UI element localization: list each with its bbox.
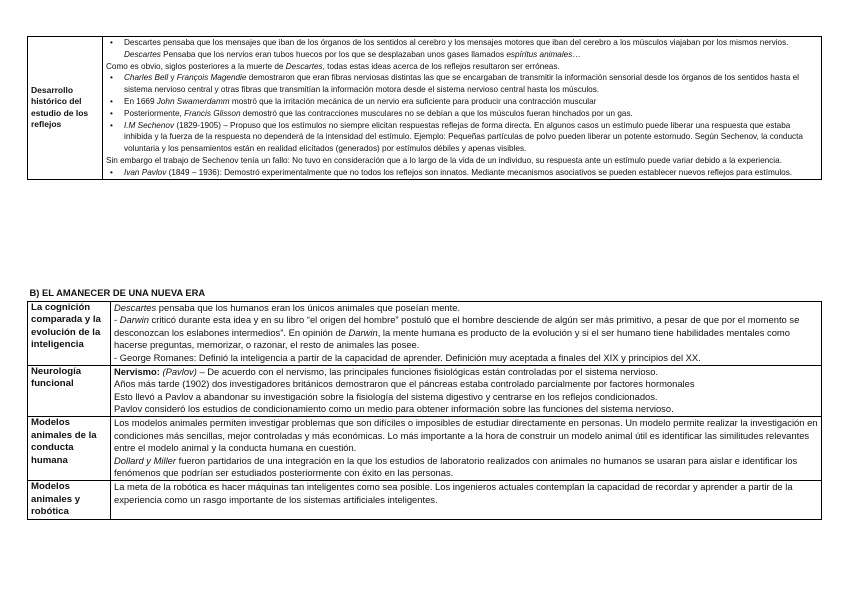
paragraph — [114, 378, 818, 391]
text-run: Descartes — [124, 49, 161, 59]
text-run: Años más tarde (1902) dos investigadores británicos demostraron que el páncreas estaba controlado parcialmente por factores hormonales — [114, 378, 695, 390]
text-run: - George Romanes: Definió la inteligencia a partir de la capacidad de aprender. Definición muy aceptada a finales del XIX y principios del XX. — [114, 351, 701, 363]
row-label: Modelos animales y robótica — [28, 480, 111, 519]
text-run: demostró que las contracciones musculares no se debían a que los músculos fueran hinchados por un gas. — [240, 108, 633, 118]
table-row — [28, 37, 822, 180]
text-run: Esto llevó a Pavlov a abandonar su investigación sobre la fisiología del sistema digestivo y centrarse en los reflejos condicionados. — [114, 390, 658, 402]
text-run: Ivan Pavlov — [124, 167, 167, 177]
text-run: Pavlov consideró los estudios de condicionamiento como un medio para obtener información sobre las funciones del sistema nervioso. — [114, 403, 674, 415]
text-run: demostraron que eran fibras nerviosas distintas las que se encargaban de transmitir la información sensorial desde los órganos de los sentidos hasta el sistema nervioso central y otras fibras que transmitían la información motora desde el sistema nervioso central hasta los músculos. — [124, 73, 799, 95]
text-run: Pensaba que los nervios eran tubos huecos por los que se desplazaban unos gases llamados — [160, 49, 507, 59]
paragraph — [114, 302, 818, 315]
text-run: La meta de la robótica es hacer máquinas tan inteligentes como sea posible. Los ingenieros actuales contemplan la capacidad de recordar y aprender a partir de la experiencia como un rasgo importante de los sistemas artificiales inteligentes. — [114, 480, 793, 505]
text-run: - — [114, 314, 120, 326]
bullet-item — [106, 167, 818, 179]
text-run: Posteriormente, — [124, 108, 185, 118]
row-content — [111, 480, 822, 519]
text-run: Darwin — [348, 326, 378, 338]
section-heading-row — [28, 286, 822, 301]
text-run: En 1669 — [124, 96, 157, 106]
bullet-item — [106, 108, 818, 120]
text-run: Como es obvio, siglos posteriores a la muerte de — [106, 61, 286, 71]
text-run: Darwin — [119, 314, 149, 326]
bullet-item — [106, 72, 818, 96]
row-label: Modelos animales de la conducta humana — [28, 416, 111, 480]
paragraph — [114, 481, 818, 506]
paragraph — [114, 403, 818, 416]
reflexes-table — [27, 36, 822, 180]
text-run: Sin embargo el trabajo de Sechenov tenía un fallo: No tuvo en consideración que a lo largo de la vida de un individuo, su respuesta ante un estímulo puede variar debido a la experiencia. — [106, 155, 782, 165]
paragraph — [114, 417, 818, 455]
text-run: mostró que la irritación mecánica de un nervio era suficiente para producir una contracción muscular — [229, 96, 597, 106]
text-run: Dollard y Miller — [114, 454, 176, 466]
row-content — [103, 37, 822, 180]
text-run: criticó durante esta idea y en su libro “el origen del hombre” postuló que el hombre desciende de algún ser más primitivo, a pesar de que por el momento se desconozcan los eslabones intermedios”. En opinión de — [114, 314, 800, 338]
text-run: Descartes — [285, 61, 323, 71]
text-run: Descartes — [114, 301, 157, 313]
text-run: Nervismo: — [114, 365, 160, 377]
table-row — [28, 480, 822, 519]
text-run: I.M Sechenov — [124, 120, 175, 130]
table-row — [28, 365, 822, 416]
bullet-item — [106, 120, 818, 155]
row-label: La cognición comparada y la evolución de la inteligencia — [28, 301, 111, 365]
text-run: espíritus animales — [506, 49, 573, 59]
paragraph — [114, 366, 818, 379]
text-run: Charles Bell — [124, 73, 169, 83]
paragraph — [106, 61, 818, 73]
row-content — [111, 301, 822, 365]
paragraph — [114, 352, 818, 365]
row-label: Neurología funcional — [28, 365, 111, 416]
text-run: (Pavlov) — [162, 365, 197, 377]
text-run: – De acuerdo con el nervismo, las principales funciones fisiológicas están controladas por el sistema nervioso. — [196, 365, 659, 377]
text-run: pensaba que los humanos eran los únicos animales que poseían mente. — [156, 301, 461, 313]
paragraph — [114, 391, 818, 404]
text-run: , todas estas ideas acerca de los reflejos resultaron ser erróneas. — [322, 61, 560, 71]
table-row — [28, 416, 822, 480]
bullet-item — [106, 96, 818, 108]
text-run: John Swamerdamm — [156, 96, 230, 106]
text-run: Descartes pensaba que los mensajes que iban de los órganos de los sentidos al cerebro y los mensajes motores que iban del cerebro a los músculos viajaban por los mismos nervios. — [124, 38, 789, 47]
text-run: Francis Glisson — [184, 108, 241, 118]
text-run: , la mente humana es producto de la evolución y si el ser humano tiene habilidades mentales como hacerse preguntas, memorizar, o razonar, el resto de animales las posee. — [114, 326, 790, 351]
text-run: Los modelos animales permiten investigar problemas que son difíciles o imposibles de estudiar directamente en personas. Un modelo permite realizar la investigación en condiciones más sencillas, mejor controladas y más económicas. Lo más importante a la hora de construir un modelo animal útil es identificar las similitudes relevantes entre el modelo animal y la conducta humana en cuestión. — [114, 416, 818, 454]
row-label: Desarrollo histórico del estudio de los reflejos — [28, 37, 103, 180]
table-row — [28, 301, 822, 365]
paragraph — [114, 314, 818, 352]
text-run: (1829-1905) – Propuso que los estímulos no siempre elicitan respuestas reflejas de forma directa. En algunos casos un estímulo puede liberar una respuesta que estaba inhibida y la fuerza de la respuesta no dependerá de la intensidad del estímulo. Ejemplo: Pequeñas partículas de polvo pueden liberar un potente estornudo. Según Sechenov, la conducta voluntaria y los pensamientos están en realidad elicitados (generados) por estímulos débiles y apenas visibles. — [124, 120, 803, 154]
row-content — [111, 416, 822, 480]
text-run: … — [572, 49, 581, 59]
paragraph — [106, 155, 818, 167]
text-run: (1849 – 1936): Demostró experimentalmente que no todos los reflejos son innatos. Mediante mecanismos asociativos se pueden establecer nuevos reflejos para estímulos. — [166, 167, 793, 177]
section-heading: B) EL AMANECER DE UNA NUEVA ERA — [29, 287, 206, 298]
row-content — [111, 365, 822, 416]
new-era-table — [27, 286, 822, 520]
text-run: François Magendie — [176, 73, 247, 83]
text-run: y — [168, 73, 177, 83]
paragraph — [114, 455, 818, 480]
text-run: fueron partidarios de una integración en la que los estudios de laboratorio realizados con animales no humanos se usaran para aislar e identificar los fenómenos que podrían ser estudiados posteriormente con éxito en las personas. — [114, 454, 798, 479]
bullet-item — [106, 37, 818, 61]
